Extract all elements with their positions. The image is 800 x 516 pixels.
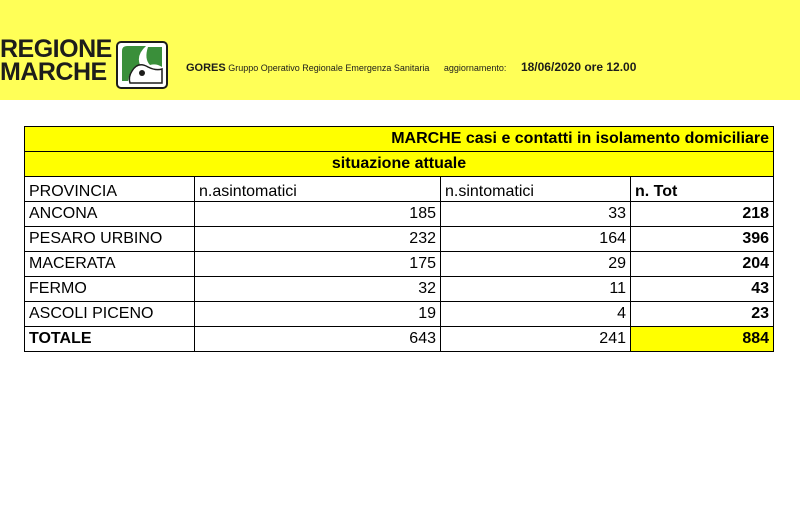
col-header-provincia: PROVINCIA [25,177,195,202]
header-info [186,60,636,74]
org-full: Gruppo Operativo Regionale Emergenza Sanitaria [228,63,430,73]
update-date: 18/06/2020 ore 12.00 [520,60,637,74]
table-total-row [25,327,774,352]
cell-sintomatici: 33 [441,202,631,227]
cell-sintomatici: 11 [441,277,631,302]
regione-marche-emblem-icon [116,41,168,89]
cell-asintomatici: 32 [195,277,441,302]
cell-asintomatici: 175 [195,252,441,277]
isolation-table [24,126,774,352]
logo-line-2: MARCHE [0,58,107,86]
cell-sintomatici: 29 [441,252,631,277]
table-row [25,302,774,327]
table-row [25,202,774,227]
cell-provincia: MACERATA [25,252,195,277]
cell-tot: 218 [631,202,774,227]
col-header-asintomatici: n.asintomatici [195,177,441,202]
header-banner [0,0,800,100]
update-label: aggiornamento: [443,63,507,73]
table-subtitle-row [25,152,774,177]
org-short: GORES [186,62,226,74]
cell-asintomatici: 185 [195,202,441,227]
logo-line-1: REGIONE [0,35,112,63]
cell-provincia: ANCONA [25,202,195,227]
table-row [25,227,774,252]
cell-tot: 204 [631,252,774,277]
table-title: MARCHE casi e contatti in isolamento domiciliare [25,127,774,152]
cell-tot: 43 [631,277,774,302]
table-row [25,252,774,277]
total-grand: 884 [631,327,774,352]
cell-sintomatici: 4 [441,302,631,327]
table-row [25,277,774,302]
cell-asintomatici: 19 [195,302,441,327]
cell-sintomatici: 164 [441,227,631,252]
cell-provincia: ASCOLI PICENO [25,302,195,327]
total-asintomatici: 643 [195,327,441,352]
cell-asintomatici: 232 [195,227,441,252]
cell-tot: 23 [631,302,774,327]
table-header-row [25,177,774,202]
cell-provincia: FERMO [25,277,195,302]
col-header-sintomatici: n.sintomatici [441,177,631,202]
regione-marche-logo-text [0,35,112,86]
table-subtitle: situazione attuale [25,152,774,177]
total-sintomatici: 241 [441,327,631,352]
cell-provincia: PESARO URBINO [25,227,195,252]
cell-tot: 396 [631,227,774,252]
total-label: TOTALE [25,327,195,352]
col-header-tot: n. Tot [631,177,774,202]
table-title-row [25,127,774,152]
